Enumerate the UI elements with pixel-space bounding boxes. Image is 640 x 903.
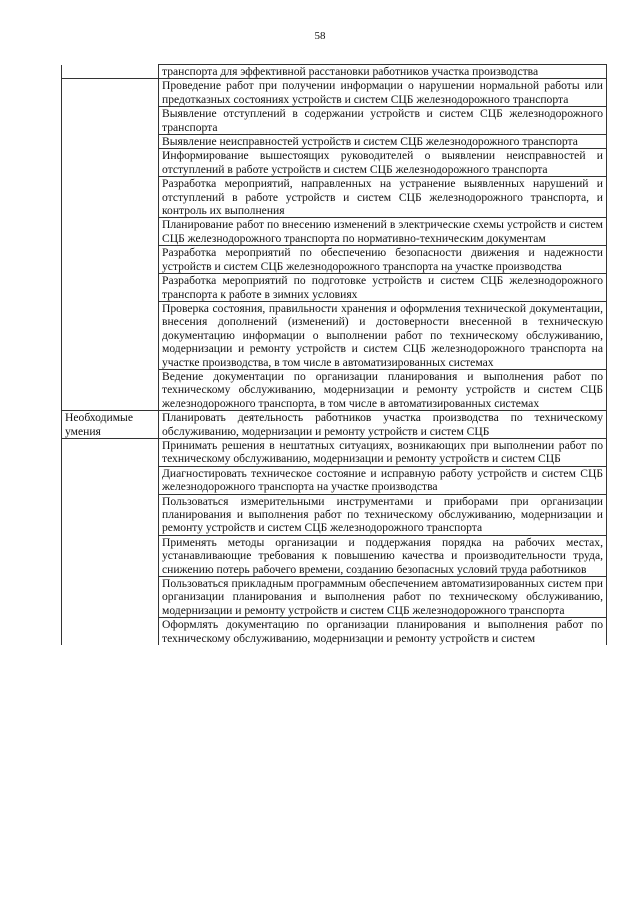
- skill-item: Принимать решения в нештатных ситуациях, возникающих при выполнении работ по техническому обслуживанию, модернизации и ремонту устройств и систем СЦБ: [159, 438, 607, 466]
- table-row: [62, 135, 607, 149]
- table-row: [62, 369, 607, 410]
- skill-item: Пользоваться измерительными инструментами и приборами при организации планирования и выполнения работ по техническому обслуживанию, модернизации и ремонту устройств и систем СЦБ железнодорожного транспорта: [159, 494, 607, 535]
- action-item: транспорта для эффективной расстановки работников участка производства: [159, 65, 607, 79]
- table-row: [62, 65, 607, 79]
- skill-item: Оформлять документацию по организации планирования и выполнения работ по техническому обслуживанию, модернизации и ремонту устройств и систем: [159, 618, 607, 645]
- skill-item: Пользоваться прикладным программным обеспечением автоматизированных систем при организации планирования и выполнения работ по техническому обслуживанию, модернизации и ремонту устройств и систем СЦБ железнодорожного транспорта: [159, 577, 607, 618]
- table-row: [62, 618, 607, 645]
- label-cell-actions: [62, 65, 159, 79]
- table-row: [62, 301, 607, 369]
- table-row: [62, 218, 607, 246]
- page-number: 58: [314, 30, 326, 42]
- skills-label: Необходимые умения: [62, 411, 159, 439]
- table-row: [62, 535, 607, 576]
- action-item: Разработка мероприятий по обеспечению безопасности движения и надежности устройств и систем СЦБ железнодорожного транспорта на участке производства: [159, 246, 607, 274]
- skill-item: Диагностировать техническое состояние и исправную работу устройств и систем СЦБ железнодорожного транспорта на участке производства: [159, 466, 607, 494]
- action-item: Проведение работ при получении информации о нарушении нормальной работы или предотказных состояниях устройств и систем СЦБ железнодорожного транспорта: [159, 79, 607, 107]
- table-row: [62, 438, 607, 466]
- action-item: Выявление отступлений в содержании устройств и систем СЦБ железнодорожного транспорта: [159, 107, 607, 135]
- table-row: [62, 577, 607, 618]
- action-item: Ведение документации по организации планирования и выполнения работ по техническому обслуживанию, модернизации и ремонту устройств и систем СЦБ железнодорожного транспорта, в том числе в автоматизированных системах: [159, 369, 607, 410]
- table-row: [62, 466, 607, 494]
- action-item: Информирование вышестоящих руководителей о выявлении неисправностей и отступлений в работе устройств и систем СЦБ железнодорожного транспорта: [159, 149, 607, 177]
- skill-item: Планировать деятельность работников участка производства по техническому обслуживанию, модернизации и ремонту устройств и систем СЦБ: [159, 411, 607, 439]
- table-row: [62, 274, 607, 302]
- table-row: [62, 177, 607, 218]
- requirements-table: [61, 64, 607, 645]
- table-row: [62, 107, 607, 135]
- table-row: [62, 411, 607, 439]
- table-row: [62, 79, 607, 107]
- action-item: Разработка мероприятий, направленных на устранение выявленных нарушений и отступлений в работе устройств и систем СЦБ железнодорожного транспорта, и контроль их выполнения: [159, 177, 607, 218]
- action-item: Планирование работ по внесению изменений в электрические схемы устройств и систем СЦБ железнодорожного транспорта по нормативно-техническим документам: [159, 218, 607, 246]
- action-item: Выявление неисправностей устройств и систем СЦБ железнодорожного транспорта: [159, 135, 607, 149]
- table-row: [62, 246, 607, 274]
- action-item: Разработка мероприятий по подготовке устройств и систем СЦБ железнодорожного транспорта к работе в зимних условиях: [159, 274, 607, 302]
- skill-item: Применять методы организации и поддержания порядка на рабочих местах, устанавливающие требования к повышению качества и производительности труда, снижению потерь рабочего времени, созданию безопасных условий труда работников: [159, 535, 607, 576]
- table-row: [62, 149, 607, 177]
- action-item: Проверка состояния, правильности хранения и оформления технической документации, внесения дополнений (изменений) и достоверности внесенной в техническую документацию информации о выполнении работ по техническому обслуживанию, модернизации и ремонту устройств и систем СЦБ железнодорожного транспорта на участке производства, в том числе в автоматизированных системах: [159, 301, 607, 369]
- table-row: [62, 494, 607, 535]
